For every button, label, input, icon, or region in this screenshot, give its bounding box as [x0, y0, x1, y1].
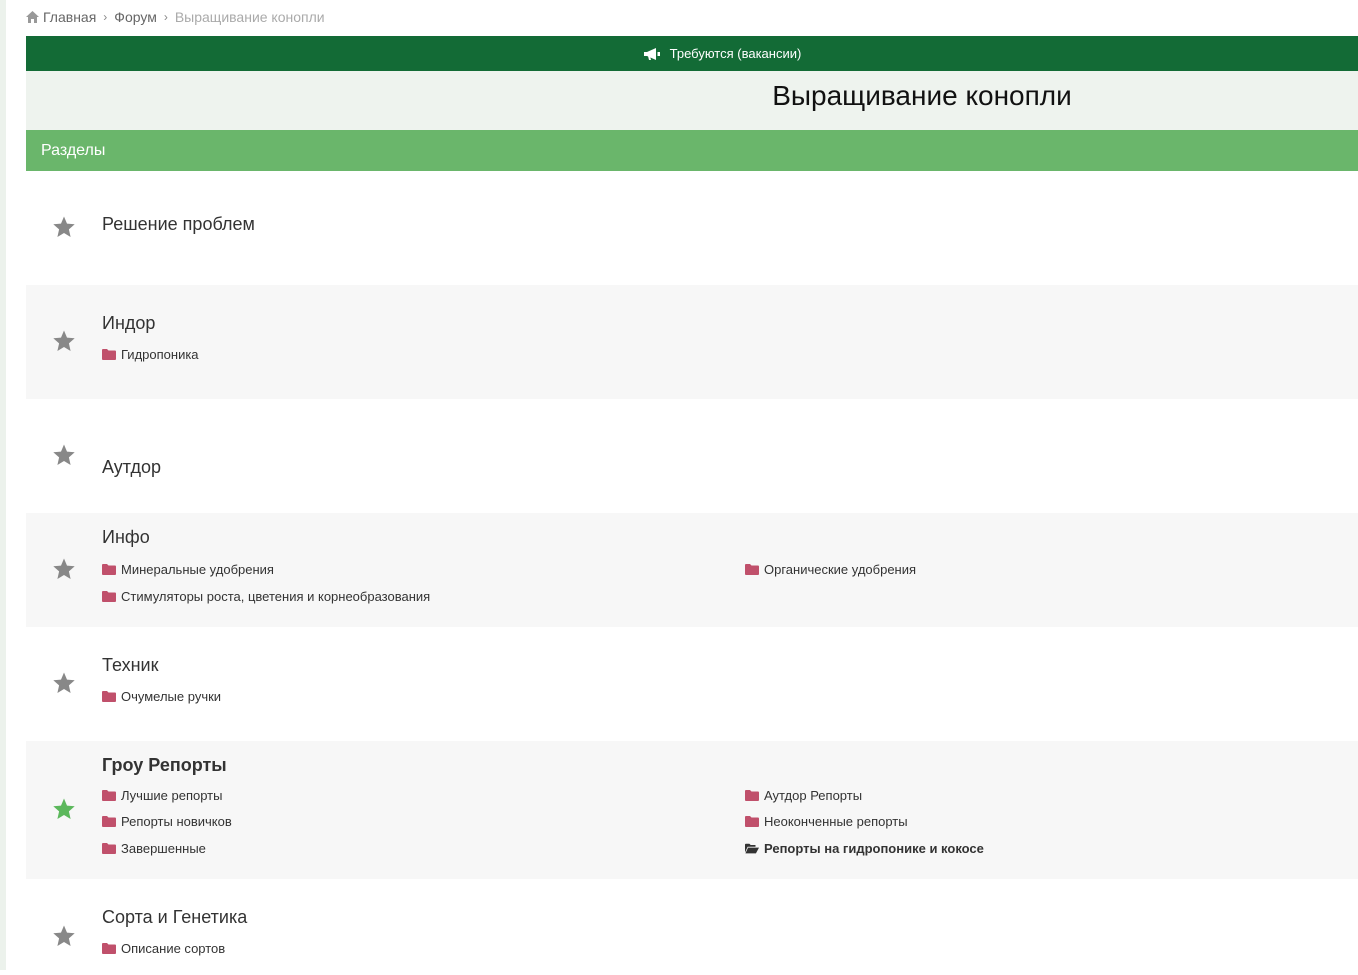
subforum-link[interactable] [102, 814, 232, 829]
subforum-label: Очумелые ручки [121, 689, 222, 704]
subforum-link[interactable] [102, 589, 430, 604]
forum-row [26, 741, 1358, 879]
chevron-right-icon: › [103, 10, 108, 24]
star-icon[interactable] [52, 797, 76, 821]
folder-icon [745, 564, 764, 575]
forum-row [26, 171, 1358, 285]
subforum-link[interactable] [745, 841, 984, 856]
forum-title-link[interactable]: Сорта и Генетика [102, 907, 248, 927]
sections-header: Разделы [26, 130, 1358, 171]
subforum-label: Неоконченные репорты [764, 814, 908, 829]
star-icon[interactable] [52, 215, 76, 239]
breadcrumb-current: Выращивание конопли [174, 9, 325, 25]
subforum-label: Лучшие репорты [121, 788, 223, 803]
megaphone-icon [643, 47, 661, 61]
forum-row [26, 627, 1358, 741]
subforum-link[interactable] [745, 814, 908, 829]
subforum-label: Завершенные [121, 841, 206, 856]
subforum-link[interactable] [102, 941, 225, 956]
subforum-label: Органические удобрения [764, 562, 917, 577]
forum-title-link[interactable]: Техник [102, 655, 159, 675]
star-icon[interactable] [52, 671, 76, 695]
subforum-label: Аутдор Репорты [764, 788, 863, 803]
forum-title-link[interactable]: Индор [102, 313, 156, 333]
forum-title-link[interactable]: Гроу Репорты [102, 755, 227, 775]
vacancy-label: Требуются (вакансии) [669, 46, 802, 61]
left-edge-strip [0, 0, 6, 970]
forum-row [26, 285, 1358, 399]
vacancy-banner[interactable] [26, 36, 1358, 71]
folder-icon [102, 591, 121, 602]
folder-icon [102, 564, 121, 575]
forum-list [26, 171, 1358, 975]
folder-icon [745, 816, 764, 827]
page-title: Выращивание конопли [772, 80, 1072, 111]
subforum-label: Гидропоника [121, 347, 199, 362]
subforum-label: Минеральные удобрения [121, 562, 274, 577]
star-icon[interactable] [52, 329, 76, 353]
folder-icon [102, 843, 121, 854]
home-icon[interactable] [26, 11, 39, 23]
breadcrumb [26, 8, 325, 26]
folder-icon [745, 790, 764, 801]
forum-title-link[interactable]: Инфо [102, 527, 150, 547]
forum-title-link[interactable]: Аутдор [102, 457, 161, 477]
chevron-right-icon: › [163, 10, 168, 24]
forum-row [26, 879, 1358, 975]
subforum-label: Репорты на гидропонике и кокосе [764, 841, 984, 856]
subforum-link[interactable] [745, 788, 862, 803]
star-icon[interactable] [52, 557, 76, 581]
subforum-label: Репорты новичков [121, 814, 232, 829]
breadcrumb-home-link[interactable]: Главная [43, 9, 97, 25]
subforum-link[interactable] [102, 788, 222, 803]
subforum-link[interactable] [102, 689, 221, 704]
forum-title-link[interactable]: Решение проблем [102, 214, 255, 234]
star-icon[interactable] [52, 443, 76, 467]
subforum-label: Описание сортов [121, 941, 226, 956]
folder-icon [102, 790, 121, 801]
folder-icon [102, 349, 121, 360]
star-icon[interactable] [52, 924, 76, 948]
subforum-link[interactable] [102, 562, 274, 577]
subforum-link[interactable] [745, 562, 916, 577]
folder-icon [102, 816, 121, 827]
forum-row [26, 513, 1358, 627]
subforum-link[interactable] [102, 841, 206, 856]
forum-row [26, 399, 1358, 513]
subforum-label: Стимуляторы роста, цветения и корнеобразования [121, 589, 431, 604]
breadcrumb-forum-link[interactable]: Форум [114, 9, 157, 25]
folder-icon [102, 943, 121, 954]
folder-icon [102, 691, 121, 702]
folder-open-icon [745, 843, 764, 854]
subforum-link[interactable] [102, 347, 199, 362]
